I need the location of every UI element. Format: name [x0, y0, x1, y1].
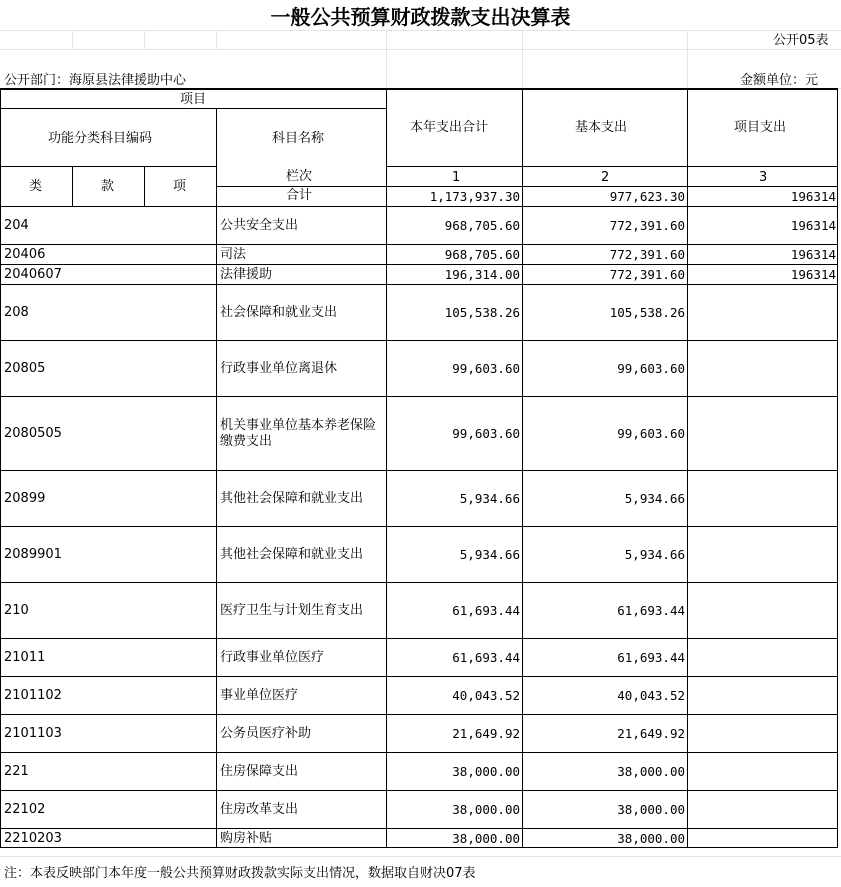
table-border	[0, 847, 838, 848]
gridline	[72, 30, 73, 49]
row-basic: 99,603.60	[617, 426, 685, 441]
row-name: 事业单位医疗	[220, 688, 299, 703]
table-border	[522, 88, 523, 848]
row-basic: 772,391.60	[609, 267, 685, 282]
row-total: 38,000.00	[452, 802, 520, 817]
table-border	[0, 206, 838, 207]
row-name: 住房保障支出	[220, 764, 299, 779]
row-total: 21,649.92	[452, 726, 520, 741]
row-project: 196314	[790, 267, 836, 282]
row-total: 38,000.00	[452, 830, 520, 846]
row-total: 105,538.26	[444, 305, 520, 320]
row-name: 司法	[220, 247, 247, 262]
row-basic: 99,603.60	[617, 361, 685, 376]
form-code: 公开05表	[773, 33, 829, 48]
table-border	[216, 108, 217, 848]
table-border	[0, 340, 838, 341]
row-basic: 61,693.44	[617, 650, 685, 665]
page-title: 一般公共预算财政拨款支出决算表	[270, 5, 571, 29]
table-border	[0, 264, 838, 265]
header-col1: 1	[452, 170, 461, 185]
row-total: 5,934.66	[459, 491, 520, 506]
table-border	[0, 714, 838, 715]
row-basic: 772,391.60	[609, 218, 685, 233]
row-basic: 105,538.26	[609, 305, 685, 320]
row-total: 99,603.60	[452, 361, 520, 376]
sum-basic: 977,623.30	[609, 189, 685, 204]
table-border	[216, 186, 838, 187]
table-border	[0, 284, 838, 285]
row-total: 196,314.00	[444, 267, 520, 282]
gridline	[687, 30, 688, 49]
gridline	[687, 49, 688, 88]
row-total: 968,705.60	[444, 218, 520, 233]
gridline	[216, 30, 217, 49]
header-col-no: 栏次	[286, 169, 313, 184]
row-code: 2080505	[4, 426, 62, 441]
row-name: 购房补贴	[220, 830, 273, 846]
row-total: 61,693.44	[452, 650, 520, 665]
sum-project: 196314	[790, 189, 836, 204]
row-name: 法律援助	[220, 267, 273, 282]
header-project-exp: 项目支出	[734, 120, 787, 135]
row-name: 机关事业单位基本养老保险缴费支出	[220, 418, 377, 449]
table-border	[0, 470, 838, 471]
table-border	[0, 526, 838, 527]
table-border	[386, 88, 387, 848]
row-name: 行政事业单位离退休	[220, 361, 338, 376]
row-total: 61,693.44	[452, 603, 520, 618]
department-label: 公开部门：海原县法律援助中心	[4, 73, 187, 88]
footnote: 注：本表反映部门本年度一般公共预算财政拨款实际支出情况，数据取自财决07表	[4, 866, 476, 881]
row-basic: 5,934.66	[624, 491, 685, 506]
row-code: 20805	[4, 361, 46, 376]
gridline	[0, 30, 841, 31]
row-name: 社会保障和就业支出	[220, 305, 338, 320]
row-total: 40,043.52	[452, 688, 520, 703]
gridline	[522, 30, 523, 49]
row-name: 公共安全支出	[220, 218, 299, 233]
row-code: 221	[4, 764, 29, 779]
table-border	[0, 166, 216, 167]
gridline	[0, 856, 841, 857]
row-code: 22102	[4, 802, 46, 817]
table-border	[0, 582, 838, 583]
row-code: 21011	[4, 650, 46, 665]
header-kuan: 款	[101, 179, 115, 194]
row-code: 2040607	[4, 267, 62, 282]
table-border	[0, 244, 838, 245]
header-col2: 2	[601, 170, 610, 185]
table-border	[0, 638, 838, 639]
table-border	[386, 166, 838, 167]
gridline	[0, 49, 841, 50]
row-basic: 21,649.92	[617, 726, 685, 741]
row-name: 医疗卫生与计划生育支出	[220, 603, 364, 618]
row-name: 住房改革支出	[220, 802, 299, 817]
row-basic: 772,391.60	[609, 247, 685, 262]
sum-total: 1,173,937.30	[429, 189, 520, 204]
row-code: 2101102	[4, 688, 62, 703]
row-name: 行政事业单位医疗	[220, 650, 325, 665]
row-basic: 38,000.00	[617, 764, 685, 779]
table-border	[0, 108, 386, 109]
table-border	[0, 828, 838, 829]
row-code: 2210203	[4, 830, 62, 846]
row-code: 2101103	[4, 726, 62, 741]
header-total: 本年支出合计	[410, 120, 489, 135]
row-basic: 61,693.44	[617, 603, 685, 618]
row-basic: 5,934.66	[624, 547, 685, 562]
table-border	[0, 790, 838, 791]
sum-label: 合计	[286, 188, 313, 203]
row-total: 99,603.60	[452, 426, 520, 441]
header-lei: 类	[29, 179, 43, 194]
header-col3: 3	[759, 170, 768, 185]
row-name: 其他社会保障和就业支出	[220, 547, 364, 562]
gridline	[522, 49, 523, 88]
header-basic: 基本支出	[575, 120, 628, 135]
gridline	[386, 30, 387, 49]
row-project: 196314	[790, 247, 836, 262]
row-code: 210	[4, 603, 29, 618]
table-border	[0, 396, 838, 397]
row-total: 38,000.00	[452, 764, 520, 779]
row-total: 5,934.66	[459, 547, 520, 562]
row-code: 208	[4, 305, 29, 320]
row-project: 196314	[790, 218, 836, 233]
table-border	[0, 676, 838, 677]
unit-label: 金额单位：元	[740, 73, 819, 88]
header-subject-name: 科目名称	[272, 131, 325, 146]
table-border	[144, 166, 145, 207]
table-border	[0, 752, 838, 753]
row-total: 968,705.60	[444, 247, 520, 262]
row-basic: 38,000.00	[617, 830, 685, 846]
row-code: 2089901	[4, 547, 62, 562]
row-code: 20406	[4, 247, 46, 262]
row-name: 其他社会保障和就业支出	[220, 491, 364, 506]
table-border	[72, 166, 73, 207]
header-project: 项目	[180, 92, 207, 107]
header-func-code: 功能分类科目编码	[48, 131, 153, 146]
table-border	[0, 88, 1, 848]
gridline	[144, 30, 145, 49]
table-border	[687, 88, 688, 848]
row-name: 公务员医疗补助	[220, 726, 312, 741]
row-code: 20899	[4, 491, 46, 506]
row-code: 204	[4, 218, 29, 233]
gridline	[386, 49, 387, 88]
table-border	[837, 88, 838, 848]
row-basic: 38,000.00	[617, 802, 685, 817]
header-xiang: 项	[173, 179, 187, 194]
row-basic: 40,043.52	[617, 688, 685, 703]
